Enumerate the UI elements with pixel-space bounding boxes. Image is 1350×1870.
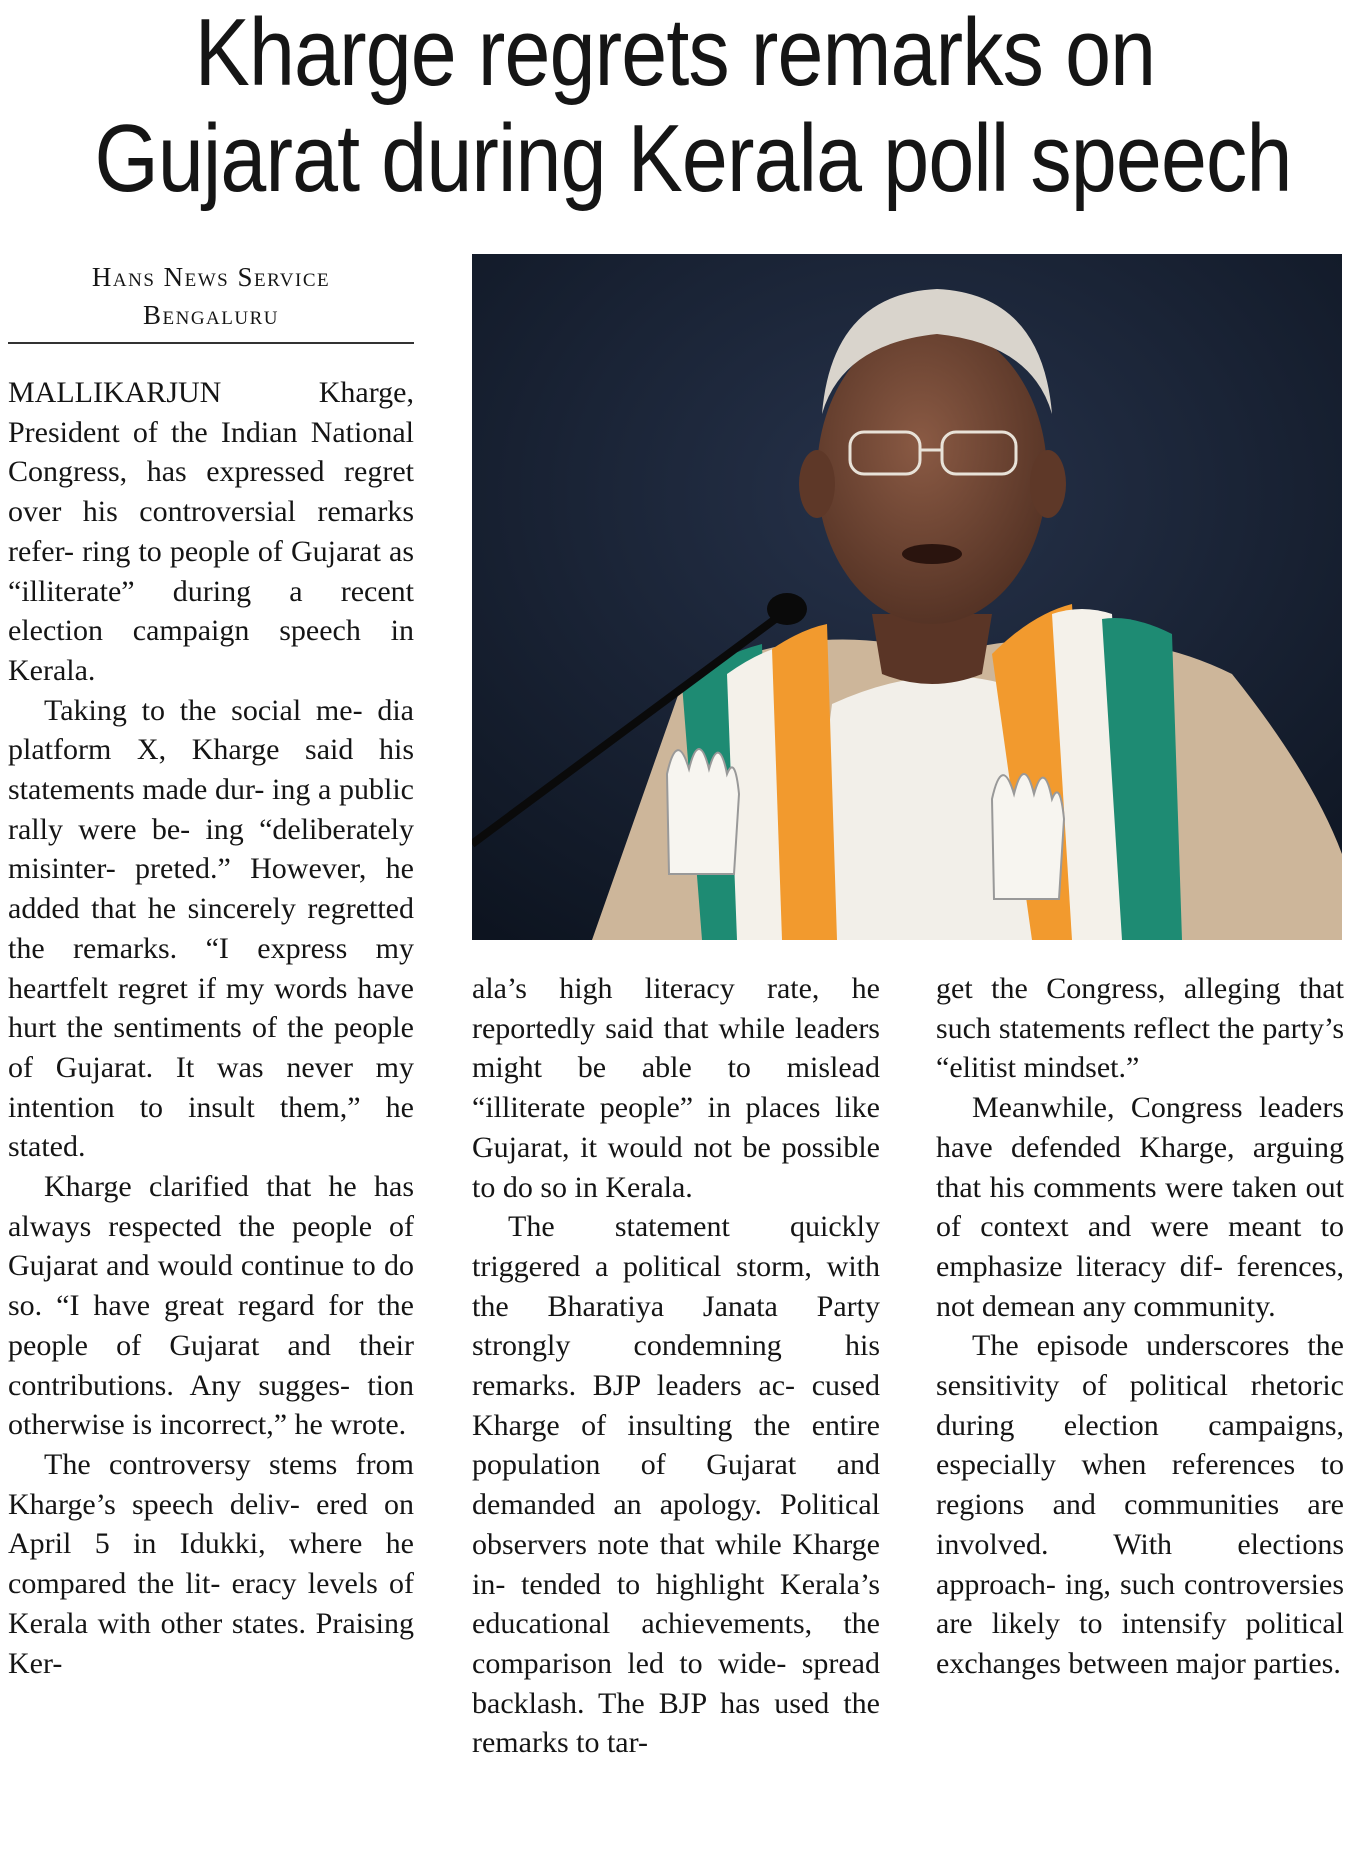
- paragraph: The episode underscores the sensitivity of political rhetoric during election campaigns, especially when references to regions and communities are involved. With elections approach- ing, such controversies are likely to intensify political exchanges between major parties.: [936, 1329, 1344, 1680]
- speaker-photo-icon: [472, 254, 1342, 940]
- paragraph: The controversy stems from Kharge’s speech deliv- ered on April 5 in Idukki, where he compared the lit- eracy levels of Kerala with other states. Praising Ker-: [8, 1447, 414, 1680]
- paragraph: MALLIKARJUN Kharge, President of the Indian National Congress, has expressed regret over his controversial remarks refer- ring to people of Gujarat as “illiterate” during a recent election campaign speech in Kerala.: [8, 376, 414, 687]
- headline-line-2: Gujarat during Kerala poll speech: [94, 105, 1292, 212]
- headline: [94, 0, 1292, 212]
- headline-line-1: Kharge regrets remarks on: [194, 0, 1156, 106]
- article-photo: [472, 254, 1342, 940]
- paragraph: ala’s high literacy rate, he reportedly said that while leaders might be able to mislead “illiterate people” in places like Gujarat, it would not be possible to do so in Kerala.: [472, 972, 880, 1204]
- paragraph: Meanwhile, Congress leaders have defended Kharge, arguing that his comments were taken out of context and were meant to emphasize literacy dif- ferences, not demean any community.: [936, 1091, 1344, 1323]
- byline: [8, 258, 414, 344]
- paragraph: Kharge clarified that he has always respected the people of Gujarat and would continue to do so. “I have great regard for the people of Gujarat and their contributions. Any sugges- tion otherwise is incorrect,” he wrote.: [8, 1170, 414, 1442]
- article-column-1: [8, 373, 414, 1683]
- byline-agency: Hans News Service: [91, 262, 331, 292]
- byline-dateline: Bengaluru: [143, 300, 279, 330]
- paragraph: Taking to the social me- dia platform X, Kharge said his statements made dur- ing a public rally were be- ing “deliberately misinter- preted.” However, he added that he sincerely regretted the remarks. “I express my heartfelt regret if my words have hurt the sentiments of the people of Gujarat. It was never my intention to insult them,” he stated.: [8, 693, 414, 1164]
- article-column-2: [472, 969, 880, 1763]
- paragraph: get the Congress, alleging that such statements reflect the party’s “elitist mindset.”: [936, 972, 1344, 1085]
- article-column-3: [936, 969, 1344, 1684]
- paragraph: The statement quickly triggered a political storm, with the Bharatiya Janata Party strongly condemning his remarks. BJP leaders ac- cused Kharge of insulting the entire population of Gujarat and demanded an apology. Political observers note that while Kharge in- tended to highlight Kerala’s educational achievements, the comparison led to wide- spread backlash. The BJP has used the remarks to tar-: [472, 1210, 880, 1760]
